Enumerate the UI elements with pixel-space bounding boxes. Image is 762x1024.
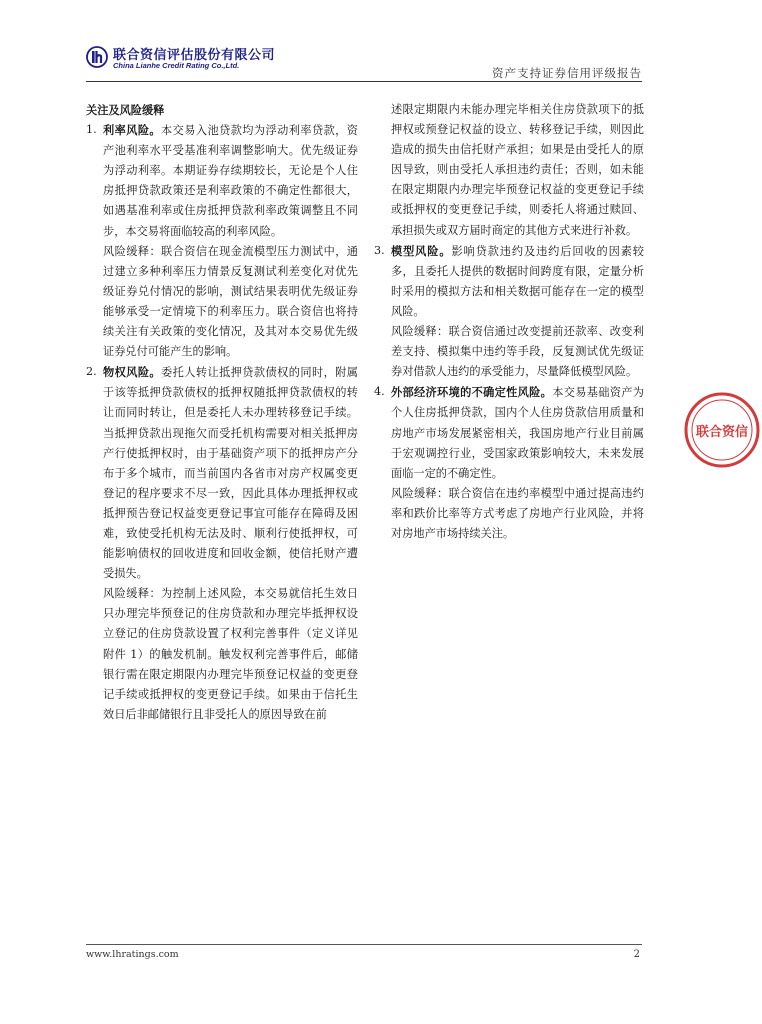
item-title: 利率风险。 xyxy=(103,123,162,138)
item-text: 委托人转让抵押贷款债权的同时，附属于该等抵押贷款债权的抵押权随抵押贷款债权的转让而同时转让，但是委托人未办理转移登记手续。当抵押贷款出现拖欠而受托机构需要对相关抵押房产行使抵押权时，由于基础资产项下的抵押房产分布于多个城市，而当前国内各省市对房产权属变更登记的程序要求不尽一致，因此具体办理抵押权或抵押预告登记权益变更登记事宜可能存在障碍及困难，致使受托机构无法及时、顺利行使抵押权，可能影响债权的回收进度和回收金额，使信托财产遭受损失。 xyxy=(103,366,358,581)
item-text: 影响贷款违约及违约后回收的因素较多，且委托人提供的数据时间跨度有限，定量分析时采用的模拟方法和相关数据可能存在一定的模型风险。 xyxy=(391,244,644,318)
risk-item xyxy=(86,362,358,725)
header-divider xyxy=(86,81,642,82)
risk-item xyxy=(374,382,644,544)
company-name-english: China Lianhe Credit Rating Co.,Ltd. xyxy=(113,61,240,70)
item-title: 物权风险。 xyxy=(103,365,162,380)
company-seal-icon xyxy=(682,390,762,470)
item-title: 外部经济环境的不确定性风险。 xyxy=(391,385,553,400)
item-mitigation: 风险缓释：联合资信在现金流模型压力测试中，通过建立多种利率压力情景反复测试利差变化对优先级证券兑付情况的影响，测试结果表明优先级证券能够承受一定情境下的利率压力。联合资信也将持续关注有关政策的变化情况，及其对本交易优先级证券兑付可能产生的影响。 xyxy=(103,244,358,359)
item-body xyxy=(391,382,644,483)
left-column xyxy=(86,100,358,725)
page-number: 2 xyxy=(633,949,640,960)
item-mitigation-continued: 述限定期限内未能办理完毕相关住房贷款项下的抵押权或预登记权益的设立、转移登记手续，则因此造成的损失由信托财产承担；如果是由受托人的原因导致，则由受托人承担违约责任；否则，如未能在限定期限内办理完毕预登记权益的变更登记手续或抵押权的变更登记手续，则委托人将通过赎回、承担损失或双方届时商定的其他方式来进行补救。 xyxy=(391,103,644,237)
item-number: 2. xyxy=(86,365,97,379)
company-logo-icon xyxy=(86,46,108,68)
section-title: 关注及风险缓释 xyxy=(86,103,165,117)
page-header xyxy=(86,44,642,84)
footer-url[interactable]: www.lhratings.com xyxy=(86,949,179,960)
item-mitigation: 风险缓释：联合资信在违约率模型中通过提高违约率和跌价比率等方式考虑了房地产行业风险，并将对房地产市场持续关注。 xyxy=(391,486,644,540)
item-mitigation: 风险缓释：联合资信通过改变提前还款率、改变利差支持、模拟集中违约等手段，反复测试优先级证券对借款人违约的承受能力，尽量降低模型风险。 xyxy=(391,325,644,379)
company-name: 联合资信评估股份有限公司 xyxy=(113,48,276,63)
right-column xyxy=(374,100,644,544)
item-mitigation: 风险缓释：为控制上述风险，本交易就信托生效日只办理完毕预登记的住房贷款和办理完毕抵押权设立登记的住房贷款设置了权利完善事件（定义详见附件 1）的触发机制。触发权利完善事件后，邮储银行需在限定期限内办理完毕预登记权益的变更登记手续或抵押权的变更登记手续。如果由于信托生效日后非邮储银行且非受托人的原因导致在前 xyxy=(103,587,358,721)
report-type: 资产支持证券信用评级报告 xyxy=(492,66,642,80)
risk-item-continued xyxy=(374,100,644,241)
seal-text: 联合资信 xyxy=(695,425,749,440)
item-text: 本交易入池贷款均为浮动利率贷款，资产池利率水平受基准利率调整影响大。优先级证券为浮动利率。本期证券存续期较长，无论是个人住房抵押贷款政策还是利率政策的不确定性都很大，如遇基准利率或住房抵押贷款利率政策调整且不同步，本交易将面临较高的利率风险。 xyxy=(103,124,358,238)
item-body xyxy=(391,241,644,322)
footer-divider xyxy=(86,944,642,945)
item-number: 4. xyxy=(374,385,385,399)
item-body xyxy=(103,120,358,242)
item-body xyxy=(103,362,358,584)
item-number: 3. xyxy=(374,243,385,257)
item-title: 模型风险。 xyxy=(391,243,452,258)
risk-item xyxy=(86,120,358,362)
item-text: 本交易基础资产为个人住房抵押贷款，国内个人住房贷款信用质量和房地产市场发展紧密相关，我国房地产行业目前属于宏观调控行业，受国家政策影响较大，未来发展面临一定的不确定性。 xyxy=(391,386,644,480)
item-number: 1. xyxy=(86,123,97,137)
risk-item xyxy=(374,241,644,383)
